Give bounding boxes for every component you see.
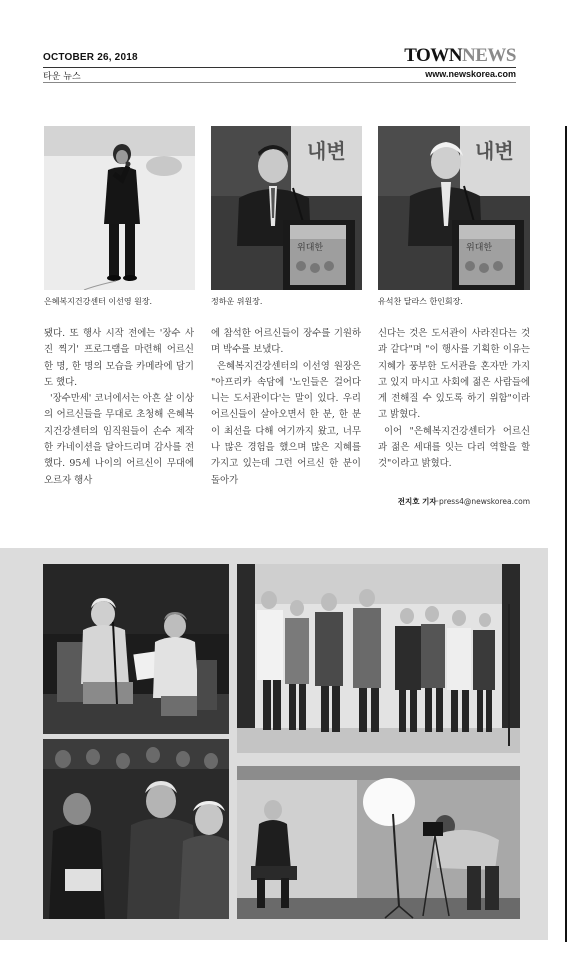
photo-caption-director: 은혜복지건강센터 이선영 원장.: [44, 297, 153, 306]
gallery-photo-portrait-session: [237, 766, 520, 919]
article-paragraph: '장수만세' 코너에서는 아흔 살 이상의 어르신들을 무대로 초청해 은혜복지건강센터의 임직원들이 손수 제작한 카네이션을 달아드리며 감사를 전했다. 95세 나이의 어르신이 무대에 오르자 행사: [44, 393, 194, 486]
article-paragraph: 신다는 것은 도서관이 사라진다는 것과 같다"며 "이 행사를 기획한 이유는 지혜가 풍부한 도서관을 혼자만 가지고 있지 마시고 사회에 젊은 사람들에게 전해질 수 있도록 하기 위함"이라고 밝혔다.: [378, 328, 530, 421]
page-edge-bar: [565, 126, 567, 942]
reporter-email: ·press4@newskorea.com: [436, 497, 530, 506]
poster-text: 위대한: [297, 243, 324, 253]
photo-director-speaking: [44, 126, 195, 290]
logo-town: TOWN: [404, 45, 463, 66]
article-column-2: [211, 326, 361, 489]
director-figure: [44, 126, 195, 290]
article-paragraph: 됐다. 또 행사 시작 전에는 '장수 사진 찍기' 프로그램을 마련해 어르신 한 명, 한 명의 모습을 카메라에 담기도 했다.: [44, 328, 194, 388]
backdrop-text: 내변: [307, 139, 346, 163]
honorees-group-scene: [237, 564, 520, 753]
article-paragraph: 에 참석한 어르신들이 장수를 기원하며 박수를 보냈다.: [211, 328, 361, 356]
gallery-photo-seated-speakers: [43, 564, 229, 734]
chair-at-podium: [211, 126, 362, 290]
article-paragraph: 은혜복지건강센터의 이선영 원장은 "아프리카 속담에 '노인들은 걸어다니는 도서관이다'는 말이 있다. 우리 어르신들이 살아오면서 한 분, 한 분이 최선을 다해 여기까지 왔고, 너무나 많은 경험을 했으며 많은 지혜를 가지고 있는데 그런 어르신 한 분이 돌아가: [211, 360, 361, 486]
article-column-3: [378, 326, 530, 473]
reporter-name: 전지호 기자: [397, 497, 437, 506]
town-news-logo: [385, 46, 516, 66]
header-rule: [43, 67, 516, 68]
photo-committee-chair: [211, 126, 362, 290]
audience-scene: [43, 739, 229, 919]
poster-text: 위대한: [466, 243, 493, 253]
header-rule-bottom: [43, 82, 516, 83]
reporter-byline: [378, 496, 530, 507]
article-column-1: [44, 326, 194, 489]
portrait-session-scene: [237, 766, 520, 919]
issue-date: OCTOBER 26, 2018: [43, 52, 138, 63]
logo-news: NEWS: [462, 45, 516, 66]
seated-speakers-scene: [43, 564, 229, 734]
article-paragraph: 이어 "은혜복지건강센터가 어르신과 젊은 세대를 잇는 다리 역할을 할 것"이라고 밝혔다.: [378, 425, 530, 470]
photo-caption-president: 유석찬 달라스 한인회장.: [378, 297, 463, 306]
president-at-podium: [378, 126, 530, 290]
section-name: 타운 뉴스: [43, 72, 81, 82]
gallery-photo-honorees-group: [237, 564, 520, 753]
photo-caption-chair: 정하운 위원장.: [211, 297, 263, 306]
website-url: www.newskorea.com: [425, 69, 516, 79]
gallery-photo-audience: [43, 739, 229, 919]
photo-association-president: [378, 126, 530, 290]
backdrop-text: 내변: [475, 139, 514, 163]
